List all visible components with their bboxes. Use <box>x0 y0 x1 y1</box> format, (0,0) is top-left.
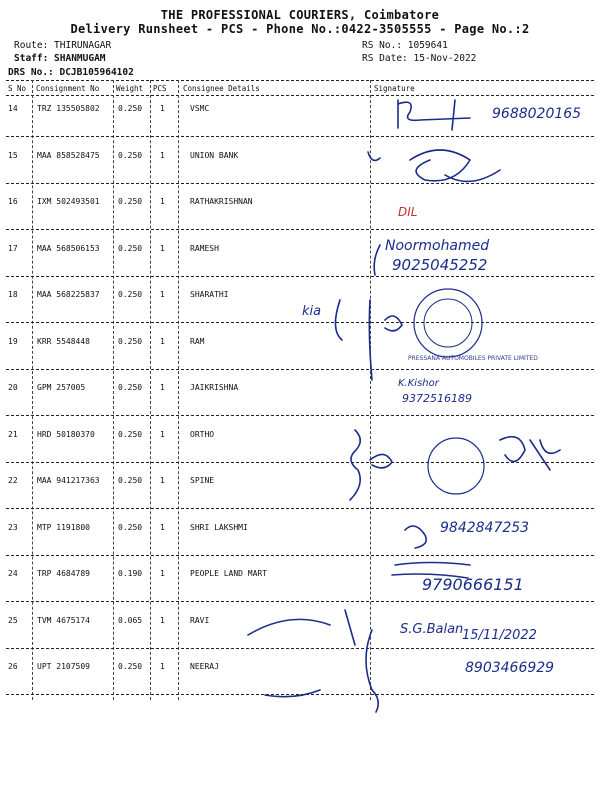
cell-consignment-no: MAA 941217363 <box>37 476 100 485</box>
cell-pcs: 1 <box>160 569 165 578</box>
cell-sno: 24 <box>8 569 18 578</box>
cell-weight: 0.250 <box>118 197 143 206</box>
staff-label: Staff: SHANMUGAM <box>14 53 106 64</box>
cell-pcs: 1 <box>160 336 165 346</box>
cell-pcs: 1 <box>160 243 165 253</box>
cell-sno: 20 <box>8 383 18 392</box>
cell-sno: 15 <box>8 150 18 160</box>
column-header-consignment: Consignment No <box>36 84 100 93</box>
cell-consignment-no: IXM 502493501 <box>37 197 100 206</box>
column-header-consignee: Consignee Details <box>183 84 260 93</box>
cell-weight: 0.250 <box>118 290 143 299</box>
cell-consignee: NEERAJ <box>190 662 219 671</box>
column-header-sno: S No <box>8 84 27 93</box>
cell-pcs: 1 <box>160 429 165 439</box>
cell-pcs: 1 <box>160 662 165 671</box>
cell-consignee: RAVI <box>190 615 210 625</box>
cell-consignee: SHRI LAKSHMI <box>190 522 248 532</box>
cell-sno: 19 <box>8 336 18 346</box>
cell-weight: 0.250 <box>118 104 143 113</box>
handwritten-phone: 8903466929 <box>465 660 555 676</box>
route-label: Route: THIRUNAGAR <box>14 40 112 51</box>
handwritten-phone: 9790666151 <box>422 575 524 594</box>
cell-weight: 0.190 <box>118 569 143 578</box>
handwritten-phone: 9688020165 <box>492 106 582 122</box>
cell-pcs: 1 <box>160 615 165 625</box>
cell-consignment-no: MTP 1191800 <box>37 522 90 532</box>
cell-consignee: VSMC <box>190 104 210 113</box>
cell-consignee: SPINE <box>190 476 215 485</box>
handwritten-date: 15/11/2022 <box>462 628 537 643</box>
cell-pcs: 1 <box>160 522 165 532</box>
handwritten-phone: 9372516189 <box>402 392 472 405</box>
drs-number: DRS No.: DCJB105964102 <box>8 67 134 78</box>
cell-pcs: 1 <box>160 290 165 299</box>
cell-sno: 25 <box>8 615 18 625</box>
rs-date: RS Date: 15-Nov-2022 <box>362 53 477 64</box>
cell-sno: 17 <box>8 243 18 253</box>
column-header-signature: Signature <box>374 84 415 93</box>
cell-consignment-no: TRZ 135505802 <box>37 104 100 113</box>
cell-pcs: 1 <box>160 197 165 206</box>
handwritten-note: DIL <box>398 205 418 219</box>
cell-weight: 0.250 <box>118 662 143 671</box>
cell-consignee: RAMESH <box>190 243 219 253</box>
cell-consignment-no: MAA 568225837 <box>37 290 100 299</box>
cell-sno: 21 <box>8 429 18 439</box>
cell-weight: 0.250 <box>118 476 143 485</box>
runsheet-title: THE PROFESSIONAL COURIERS, Coimbatore <box>160 8 440 22</box>
cell-consignee: SHARATHI <box>190 290 229 299</box>
handwritten-name: Noormohamed <box>385 238 490 254</box>
cell-consignee: PEOPLE LAND MART <box>190 569 268 578</box>
handwritten-name: S.G.Balan <box>400 622 464 637</box>
cell-consignment-no: TRP 4684789 <box>37 569 90 578</box>
cell-sno: 26 <box>8 662 18 671</box>
cell-weight: 0.250 <box>118 383 143 392</box>
handwritten-name: kia <box>302 304 322 319</box>
cell-weight: 0.250 <box>118 243 143 253</box>
cell-consignment-no: HRD 50180370 <box>37 429 95 439</box>
cell-weight: 0.250 <box>118 150 143 160</box>
cell-consignment-no: TVM 4675174 <box>37 615 90 625</box>
cell-weight: 0.250 <box>118 522 143 532</box>
cell-pcs: 1 <box>160 104 165 113</box>
cell-sno: 14 <box>8 104 18 113</box>
cell-sno: 22 <box>8 476 18 485</box>
handwritten-phone: 9842847253 <box>440 520 530 536</box>
cell-consignee: RAM <box>190 336 205 346</box>
company-stamp-text: PRESSANA AUTOMOBILES PRIVATE LIMITED <box>408 355 538 362</box>
cell-consignee: JAIKRISHNA <box>190 383 239 392</box>
cell-consignment-no: GPM 257005 <box>37 383 86 392</box>
cell-sno: 16 <box>8 197 18 206</box>
cell-consignment-no: KRR 5548448 <box>37 336 90 346</box>
cell-consignee: RATHAKRISHNAN <box>190 197 253 206</box>
rs-number: RS No.: 1059641 <box>362 40 448 51</box>
handwritten-name: K.Kishor <box>398 378 439 389</box>
cell-consignment-no: UPT 2107509 <box>37 662 90 671</box>
cell-pcs: 1 <box>160 150 165 160</box>
cell-consignment-no: MAA 858528475 <box>37 150 100 160</box>
column-header-weight: Weight <box>116 84 144 93</box>
cell-weight: 0.065 <box>118 615 143 625</box>
cell-consignee: ORTHO <box>190 429 215 439</box>
cell-pcs: 1 <box>160 383 165 392</box>
cell-weight: 0.250 <box>118 336 143 346</box>
cell-consignment-no: MAA 568506153 <box>37 243 100 253</box>
cell-pcs: 1 <box>160 476 165 485</box>
cell-consignee: UNION BANK <box>190 150 239 160</box>
handwritten-phone: 9025045252 <box>392 256 488 274</box>
cell-sno: 23 <box>8 522 18 532</box>
cell-weight: 0.250 <box>118 429 143 439</box>
column-header-pcs: PCS <box>153 84 167 93</box>
runsheet-subtitle: Delivery Runsheet - PCS - Phone No.:0422-3505555 - Page No.:2 <box>70 22 530 36</box>
cell-sno: 18 <box>8 290 18 299</box>
